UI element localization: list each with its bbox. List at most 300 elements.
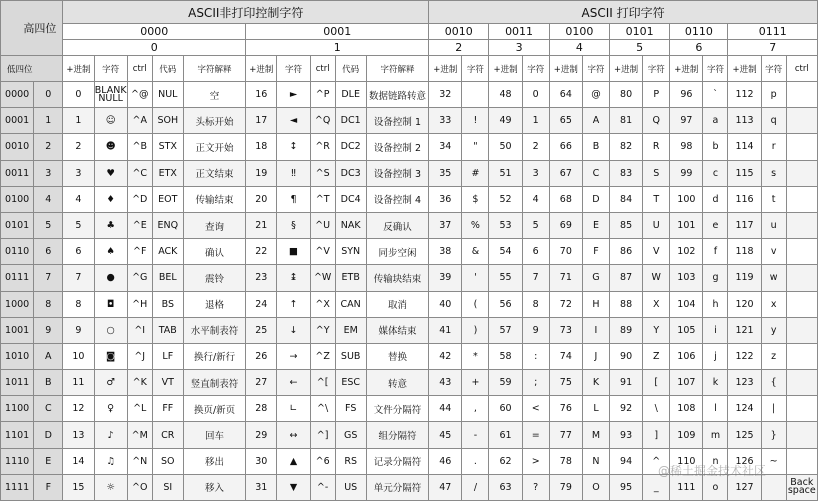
- char-cell: b: [703, 134, 728, 160]
- print-title: ASCII 打印字符: [429, 1, 818, 24]
- char-cell: f: [703, 239, 728, 265]
- decimal-cell: 48: [489, 82, 522, 108]
- decimal-cell: 125: [728, 422, 761, 448]
- code-cell: EOT: [152, 186, 183, 212]
- decimal-cell: 89: [609, 317, 642, 343]
- decimal-cell: 56: [489, 291, 522, 317]
- decimal-cell: 47: [429, 474, 462, 500]
- code-cell: TAB: [152, 317, 183, 343]
- decimal-cell: 14: [63, 448, 94, 474]
- ctrl-cell: ^R: [310, 134, 335, 160]
- col-head-decimal: +进制: [728, 56, 761, 82]
- char-cell: D: [582, 186, 609, 212]
- row-bin: 0011: [1, 160, 34, 186]
- decimal-cell: 80: [609, 82, 642, 108]
- decimal-cell: 59: [489, 370, 522, 396]
- row-hex: 6: [34, 239, 63, 265]
- ctrl-cell: ^N: [127, 448, 152, 474]
- decimal-cell: 26: [246, 343, 277, 369]
- code-cell: NAK: [335, 212, 366, 238]
- decimal-cell: 122: [728, 343, 761, 369]
- ctrl-cell: ^C: [127, 160, 152, 186]
- char-cell: X: [643, 291, 670, 317]
- decimal-cell: 66: [549, 134, 582, 160]
- char-cell: K: [582, 370, 609, 396]
- char-cell: 6: [522, 239, 549, 265]
- decimal-cell: 97: [670, 108, 703, 134]
- decimal-cell: 42: [429, 343, 462, 369]
- decimal-cell: 93: [609, 422, 642, 448]
- decimal-cell: 103: [670, 265, 703, 291]
- symbol-cell: ←: [277, 370, 310, 396]
- char-cell: P: [643, 82, 670, 108]
- char-cell: o: [703, 474, 728, 500]
- symbol-cell: ▲: [277, 448, 310, 474]
- decimal-cell: 101: [670, 212, 703, 238]
- char-cell: x: [761, 291, 786, 317]
- ctrl-cell: [786, 108, 817, 134]
- description-cell: 单元分隔符: [366, 474, 428, 500]
- char-cell: *: [462, 343, 489, 369]
- char-cell: $: [462, 186, 489, 212]
- description-cell: 替换: [366, 343, 428, 369]
- code-cell: NUL: [152, 82, 183, 108]
- char-cell: C: [582, 160, 609, 186]
- ctrl-cell: ^L: [127, 396, 152, 422]
- symbol-cell: →: [277, 343, 310, 369]
- code-cell: SUB: [335, 343, 366, 369]
- decimal-cell: 17: [246, 108, 277, 134]
- symbol-cell: ♀: [94, 396, 127, 422]
- row-hex: 1: [34, 108, 63, 134]
- decimal-cell: 96: [670, 82, 703, 108]
- char-cell: e: [703, 212, 728, 238]
- decimal-cell: 53: [489, 212, 522, 238]
- symbol-cell: ■: [277, 239, 310, 265]
- char-cell: =: [522, 422, 549, 448]
- symbol-cell: ◄: [277, 108, 310, 134]
- col-bin-3: 0011: [489, 24, 549, 40]
- description-cell: 震铃: [183, 265, 245, 291]
- description-cell: 正文开始: [183, 134, 245, 160]
- description-cell: 取消: [366, 291, 428, 317]
- row-bin: 1001: [1, 317, 34, 343]
- decimal-cell: 104: [670, 291, 703, 317]
- decimal-cell: 95: [609, 474, 642, 500]
- decimal-cell: 98: [670, 134, 703, 160]
- symbol-cell: ☻: [94, 134, 127, 160]
- char-cell: N: [582, 448, 609, 474]
- row-bin: 0100: [1, 186, 34, 212]
- col-head-code: 代码: [335, 56, 366, 82]
- char-cell: O: [582, 474, 609, 500]
- decimal-cell: 44: [429, 396, 462, 422]
- decimal-cell: 21: [246, 212, 277, 238]
- decimal-cell: 43: [429, 370, 462, 396]
- char-cell: T: [643, 186, 670, 212]
- col-head-decimal: +进制: [429, 56, 462, 82]
- char-cell: <: [522, 396, 549, 422]
- symbol-cell: ●: [94, 265, 127, 291]
- decimal-cell: 102: [670, 239, 703, 265]
- char-cell: M: [582, 422, 609, 448]
- nonprint-title: ASCII非打印控制字符: [63, 1, 429, 24]
- char-cell: (: [462, 291, 489, 317]
- description-cell: 换页/新页: [183, 396, 245, 422]
- description-cell: 转意: [366, 370, 428, 396]
- char-cell: {: [761, 370, 786, 396]
- decimal-cell: 0: [63, 82, 94, 108]
- ctrl-cell: [786, 212, 817, 238]
- char-cell: Y: [643, 317, 670, 343]
- row-bin: 1010: [1, 343, 34, 369]
- char-cell: a: [703, 108, 728, 134]
- char-cell: U: [643, 212, 670, 238]
- decimal-cell: 60: [489, 396, 522, 422]
- table-row: [1, 265, 818, 291]
- char-cell: /: [462, 474, 489, 500]
- table-row: [1, 160, 818, 186]
- ctrl-cell: ^K: [127, 370, 152, 396]
- char-cell: A: [582, 108, 609, 134]
- code-cell: DC3: [335, 160, 366, 186]
- ctrl-cell: ^6: [310, 448, 335, 474]
- char-cell: l: [703, 396, 728, 422]
- col-bin-1: 0001: [246, 24, 429, 40]
- ctrl-cell: ^S: [310, 160, 335, 186]
- description-cell: 组分隔符: [366, 422, 428, 448]
- table-row: [1, 291, 818, 317]
- col-hex-4: 4: [549, 40, 609, 56]
- decimal-cell: 87: [609, 265, 642, 291]
- code-cell: ETX: [152, 160, 183, 186]
- char-cell: c: [703, 160, 728, 186]
- row-bin: 0000: [1, 82, 34, 108]
- ctrl-cell: ^Z: [310, 343, 335, 369]
- code-cell: FS: [335, 396, 366, 422]
- char-cell: !: [462, 108, 489, 134]
- decimal-cell: 62: [489, 448, 522, 474]
- table-row: [1, 108, 818, 134]
- col-head-char: 字符: [643, 56, 670, 82]
- description-cell: 文件分隔符: [366, 396, 428, 422]
- description-cell: 反确认: [366, 212, 428, 238]
- ctrl-cell: [786, 134, 817, 160]
- ctrl-cell: ^E: [127, 212, 152, 238]
- ctrl-cell: ^D: [127, 186, 152, 212]
- decimal-cell: 74: [549, 343, 582, 369]
- ctrl-cell: ^V: [310, 239, 335, 265]
- row-bin: 1111: [1, 474, 34, 500]
- corner-low-label: 低四位: [1, 56, 63, 82]
- symbol-cell: ¶: [277, 186, 310, 212]
- symbol-cell: ↨: [277, 265, 310, 291]
- description-cell: 设备控制 2: [366, 134, 428, 160]
- col-head-decimal: +进制: [670, 56, 703, 82]
- col-head-ctrl: ctrl: [786, 56, 817, 82]
- row-hex: D: [34, 422, 63, 448]
- char-cell: Q: [643, 108, 670, 134]
- decimal-cell: 76: [549, 396, 582, 422]
- char-cell: ;: [522, 370, 549, 396]
- decimal-cell: 25: [246, 317, 277, 343]
- decimal-cell: 19: [246, 160, 277, 186]
- decimal-cell: 28: [246, 396, 277, 422]
- decimal-cell: 124: [728, 396, 761, 422]
- decimal-cell: 100: [670, 186, 703, 212]
- char-cell: W: [643, 265, 670, 291]
- char-cell: 8: [522, 291, 549, 317]
- decimal-cell: 40: [429, 291, 462, 317]
- ctrl-cell: ^I: [127, 317, 152, 343]
- description-cell: 查询: [183, 212, 245, 238]
- char-cell: I: [582, 317, 609, 343]
- ctrl-cell: ^B: [127, 134, 152, 160]
- char-cell: ?: [522, 474, 549, 500]
- char-cell: k: [703, 370, 728, 396]
- symbol-cell: ↑: [277, 291, 310, 317]
- symbol-cell: ♪: [94, 422, 127, 448]
- decimal-cell: 8: [63, 291, 94, 317]
- char-cell: n: [703, 448, 728, 474]
- col-hex-6: 6: [670, 40, 728, 56]
- decimal-cell: 99: [670, 160, 703, 186]
- row-hex: 4: [34, 186, 63, 212]
- char-cell: H: [582, 291, 609, 317]
- decimal-cell: 10: [63, 343, 94, 369]
- char-cell: m: [703, 422, 728, 448]
- symbol-cell: ↕: [277, 134, 310, 160]
- decimal-cell: 79: [549, 474, 582, 500]
- row-bin: 1000: [1, 291, 34, 317]
- decimal-cell: 16: [246, 82, 277, 108]
- decimal-cell: 20: [246, 186, 277, 212]
- char-cell: ]: [643, 422, 670, 448]
- ctrl-cell: Back space: [786, 474, 817, 500]
- code-cell: SO: [152, 448, 183, 474]
- watermark: @稀土掘金技术社区: [658, 464, 767, 478]
- char-cell: >: [522, 448, 549, 474]
- decimal-cell: 121: [728, 317, 761, 343]
- char-cell: w: [761, 265, 786, 291]
- ctrl-cell: [786, 317, 817, 343]
- col-head-decimal: +进制: [246, 56, 277, 82]
- decimal-cell: 9: [63, 317, 94, 343]
- char-cell: G: [582, 265, 609, 291]
- code-cell: DLE: [335, 82, 366, 108]
- decimal-cell: 105: [670, 317, 703, 343]
- ctrl-cell: ^J: [127, 343, 152, 369]
- symbol-cell: ◘: [94, 291, 127, 317]
- decimal-cell: 3: [63, 160, 94, 186]
- symbol-cell: ∟: [277, 396, 310, 422]
- decimal-cell: 70: [549, 239, 582, 265]
- decimal-cell: 111: [670, 474, 703, 500]
- col-head-char: 字符: [761, 56, 786, 82]
- decimal-cell: 120: [728, 291, 761, 317]
- decimal-cell: 81: [609, 108, 642, 134]
- table-row: [1, 212, 818, 238]
- decimal-cell: 71: [549, 265, 582, 291]
- decimal-cell: 30: [246, 448, 277, 474]
- symbol-cell: ♫: [94, 448, 127, 474]
- decimal-cell: 36: [429, 186, 462, 212]
- char-cell: u: [761, 212, 786, 238]
- col-hex-0: 0: [63, 40, 246, 56]
- decimal-cell: 52: [489, 186, 522, 212]
- row-bin: 1100: [1, 396, 34, 422]
- description-cell: 确认: [183, 239, 245, 265]
- col-head-char: 字符: [277, 56, 310, 82]
- description-cell: 换行/新行: [183, 343, 245, 369]
- decimal-cell: 73: [549, 317, 582, 343]
- decimal-cell: 123: [728, 370, 761, 396]
- row-bin: 0110: [1, 239, 34, 265]
- code-cell: CR: [152, 422, 183, 448]
- col-head-desc: 字符解释: [183, 56, 245, 82]
- char-cell: 9: [522, 317, 549, 343]
- decimal-cell: 31: [246, 474, 277, 500]
- char-cell: ): [462, 317, 489, 343]
- description-cell: 同步空闲: [366, 239, 428, 265]
- decimal-cell: 118: [728, 239, 761, 265]
- ctrl-cell: ^H: [127, 291, 152, 317]
- table-row: [1, 186, 818, 212]
- ctrl-cell: [786, 448, 817, 474]
- col-head-decimal: +进制: [63, 56, 94, 82]
- row-hex: 5: [34, 212, 63, 238]
- decimal-cell: 126: [728, 448, 761, 474]
- description-cell: 设备控制 3: [366, 160, 428, 186]
- ctrl-cell: [786, 239, 817, 265]
- symbol-cell: ◙: [94, 343, 127, 369]
- symbol-cell: ☼: [94, 474, 127, 500]
- col-hex-2: 2: [429, 40, 489, 56]
- char-cell: t: [761, 186, 786, 212]
- col-head-char: 字符: [522, 56, 549, 82]
- row-bin: 1011: [1, 370, 34, 396]
- ctrl-cell: [786, 370, 817, 396]
- char-cell: r: [761, 134, 786, 160]
- col-head-desc: 字符解释: [366, 56, 428, 82]
- decimal-cell: 61: [489, 422, 522, 448]
- row-bin: 0010: [1, 134, 34, 160]
- char-cell: y: [761, 317, 786, 343]
- ctrl-cell: ^G: [127, 265, 152, 291]
- col-hex-7: 7: [728, 40, 818, 56]
- decimal-cell: 2: [63, 134, 94, 160]
- decimal-cell: 113: [728, 108, 761, 134]
- col-bin-4: 0100: [549, 24, 609, 40]
- description-cell: 设备控制 1: [366, 108, 428, 134]
- ctrl-cell: [786, 291, 817, 317]
- col-head-char: 字符: [94, 56, 127, 82]
- decimal-cell: 117: [728, 212, 761, 238]
- decimal-cell: 108: [670, 396, 703, 422]
- ctrl-cell: ^W: [310, 265, 335, 291]
- code-cell: RS: [335, 448, 366, 474]
- row-bin: 0101: [1, 212, 34, 238]
- char-cell: 4: [522, 186, 549, 212]
- col-bin-0: 0000: [63, 24, 246, 40]
- row-hex: 2: [34, 134, 63, 160]
- char-cell: E: [582, 212, 609, 238]
- decimal-cell: 29: [246, 422, 277, 448]
- symbol-cell: ↔: [277, 422, 310, 448]
- char-cell: ': [462, 265, 489, 291]
- decimal-cell: 54: [489, 239, 522, 265]
- code-cell: LF: [152, 343, 183, 369]
- decimal-cell: 85: [609, 212, 642, 238]
- corner-high-label: 高四位: [1, 1, 63, 56]
- char-cell: z: [761, 343, 786, 369]
- symbol-cell: §: [277, 212, 310, 238]
- row-hex: F: [34, 474, 63, 500]
- symbol-cell: ‼: [277, 160, 310, 186]
- decimal-cell: 82: [609, 134, 642, 160]
- ctrl-cell: [786, 265, 817, 291]
- ctrl-cell: ^Y: [310, 317, 335, 343]
- ctrl-cell: ^O: [127, 474, 152, 500]
- code-cell: ESC: [335, 370, 366, 396]
- ctrl-cell: [786, 186, 817, 212]
- decimal-cell: 106: [670, 343, 703, 369]
- code-cell: DC2: [335, 134, 366, 160]
- description-cell: 退格: [183, 291, 245, 317]
- decimal-cell: 6: [63, 239, 94, 265]
- row-hex: B: [34, 370, 63, 396]
- char-cell: q: [761, 108, 786, 134]
- decimal-cell: 90: [609, 343, 642, 369]
- char-cell: &: [462, 239, 489, 265]
- decimal-cell: 55: [489, 265, 522, 291]
- decimal-cell: 35: [429, 160, 462, 186]
- decimal-cell: 45: [429, 422, 462, 448]
- row-bin: 1101: [1, 422, 34, 448]
- description-cell: 空: [183, 82, 245, 108]
- row-hex: 9: [34, 317, 63, 343]
- decimal-cell: 24: [246, 291, 277, 317]
- col-head-decimal: +进制: [609, 56, 642, 82]
- ctrl-cell: ^T: [310, 186, 335, 212]
- table-row: [1, 134, 818, 160]
- char-cell: ~: [761, 448, 786, 474]
- col-bin-5: 0101: [609, 24, 669, 40]
- description-cell: 水平制表符: [183, 317, 245, 343]
- decimal-cell: 127: [728, 474, 761, 500]
- decimal-cell: 34: [429, 134, 462, 160]
- row-hex: A: [34, 343, 63, 369]
- decimal-cell: 116: [728, 186, 761, 212]
- decimal-cell: 33: [429, 108, 462, 134]
- code-cell: ACK: [152, 239, 183, 265]
- decimal-cell: 50: [489, 134, 522, 160]
- col-head-ctrl: ctrl: [310, 56, 335, 82]
- description-cell: 记录分隔符: [366, 448, 428, 474]
- description-cell: 媒体结束: [366, 317, 428, 343]
- char-cell: @: [582, 82, 609, 108]
- col-head-decimal: +进制: [489, 56, 522, 82]
- description-cell: 移入: [183, 474, 245, 500]
- ctrl-cell: ^P: [310, 82, 335, 108]
- ctrl-cell: ^X: [310, 291, 335, 317]
- decimal-cell: 13: [63, 422, 94, 448]
- decimal-cell: 49: [489, 108, 522, 134]
- decimal-cell: 18: [246, 134, 277, 160]
- decimal-cell: 32: [429, 82, 462, 108]
- char-cell: B: [582, 134, 609, 160]
- ctrl-cell: ^]: [310, 422, 335, 448]
